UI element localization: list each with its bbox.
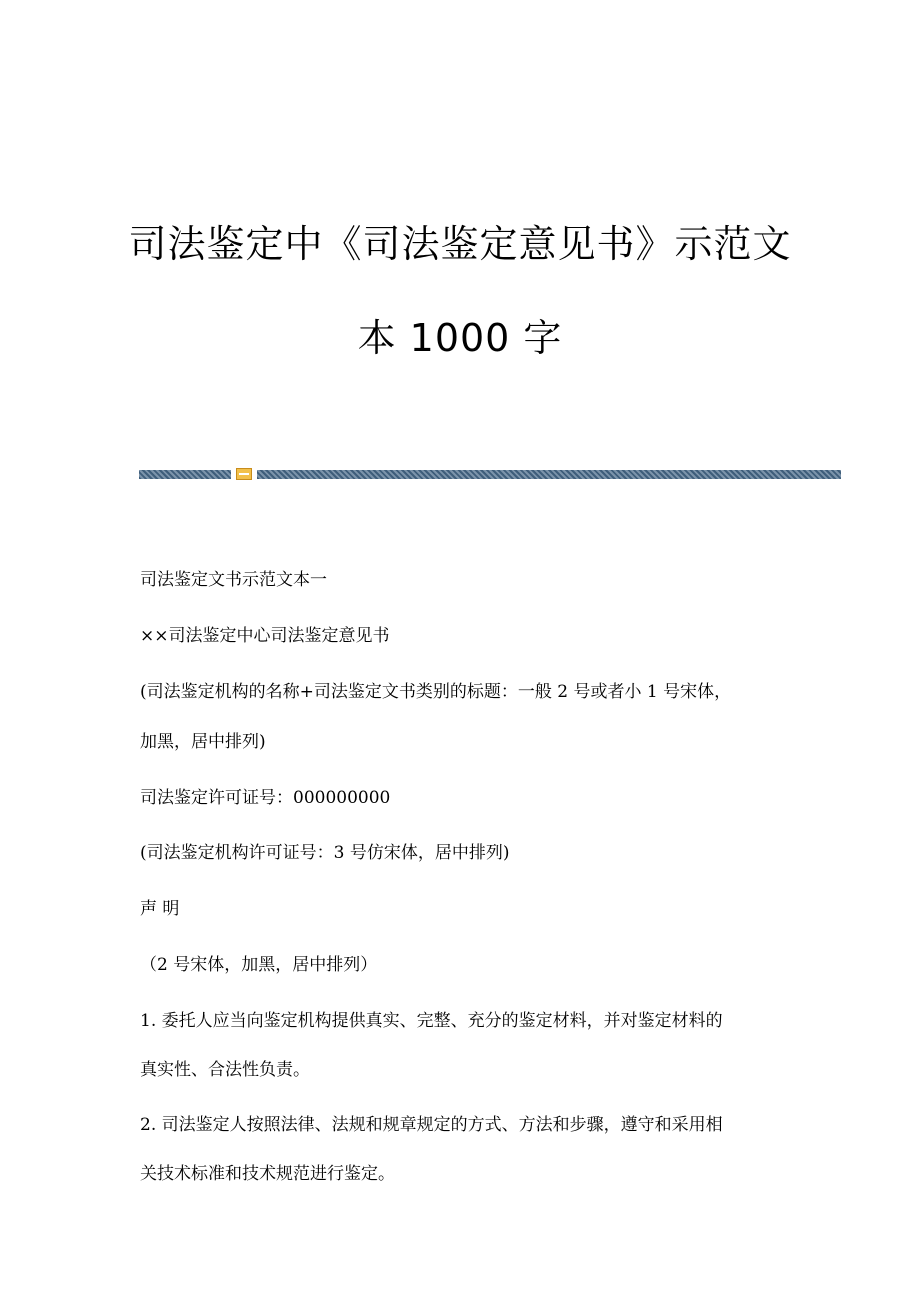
paragraph-template-name: 司法鉴定文书示范文本一 xyxy=(140,570,327,590)
document-title-line-2: 本 1000 字 xyxy=(357,316,563,360)
divider-ornament-icon xyxy=(236,468,252,480)
paragraph-statement-heading: 声 明 xyxy=(140,899,180,919)
paragraph-license-note: (司法鉴定机构许可证号：3 号仿宋体，居中排列) xyxy=(140,843,510,863)
paragraph-item-1-line-2: 真实性、合法性负责。 xyxy=(140,1060,310,1080)
paragraph-item-2-line-2: 关技术标准和技术规范进行鉴定。 xyxy=(140,1164,395,1184)
paragraph-heading-note-line-2: 加黑，居中排列) xyxy=(140,732,266,752)
paragraph-item-1-line-1: 1. 委托人应当向鉴定机构提供真实、完整、充分的鉴定材料，并对鉴定材料的 xyxy=(140,1011,723,1031)
paragraph-heading-note-line-1: (司法鉴定机构的名称+司法鉴定文书类别的标题：一般 2 号或者小 1 号宋体， xyxy=(140,682,732,702)
paragraph-license-number: 司法鉴定许可证号：000000000 xyxy=(140,788,391,808)
paragraph-statement-note: （2 号宋体，加黑，居中排列） xyxy=(140,955,378,975)
paragraph-opinion-heading: ××司法鉴定中心司法鉴定意见书 xyxy=(140,626,390,646)
document-title-line-1: 司法鉴定中《司法鉴定意见书》示范文 xyxy=(128,222,792,266)
paragraph-item-2-line-1: 2. 司法鉴定人按照法律、法规和规章规定的方式、方法和步骤，遵守和采用相 xyxy=(140,1115,723,1135)
title-divider-left xyxy=(139,470,231,479)
title-divider-right xyxy=(257,470,841,479)
